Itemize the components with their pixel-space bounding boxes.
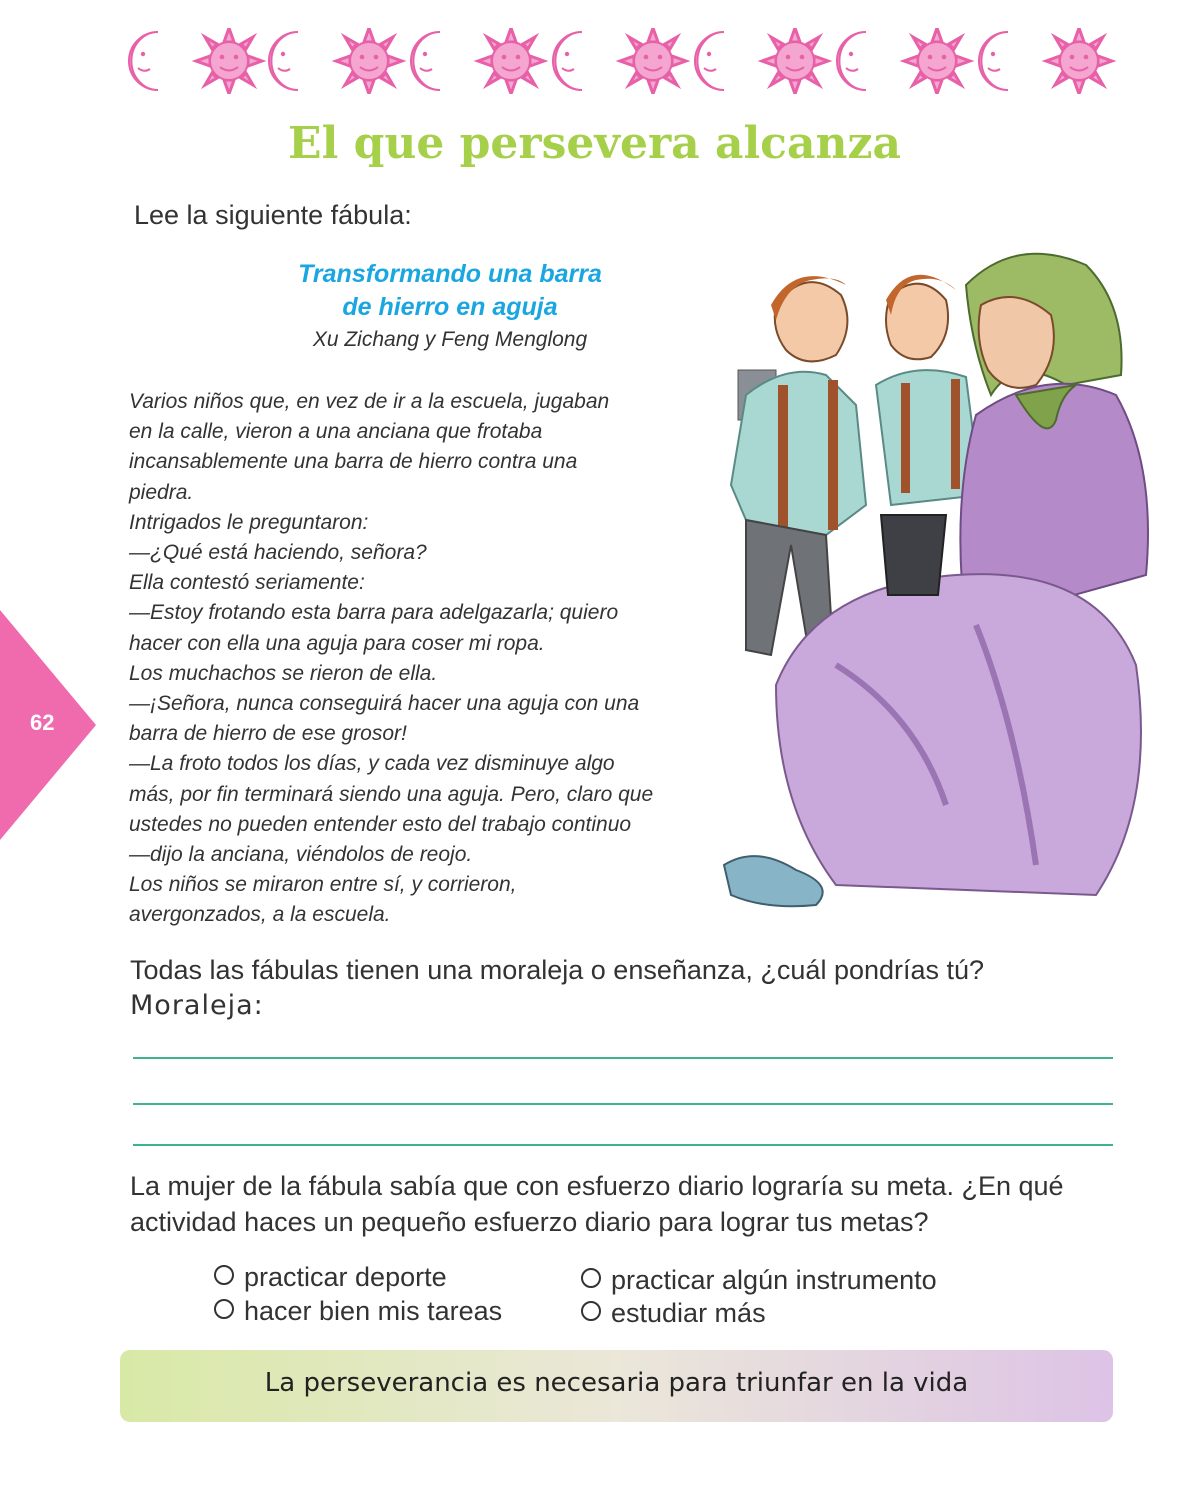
moon-icon [695, 32, 724, 90]
page-number: 62 [30, 710, 55, 735]
fable-line: más, por fin terminará siendo una aguja. Pero, claro que [129, 782, 654, 806]
fable-text [129, 387, 769, 931]
radio-circle-icon[interactable] [214, 1299, 234, 1319]
fable-line: —¿Qué está haciendo, señora? [129, 541, 427, 565]
moon-icon [979, 32, 1008, 90]
fable-line: en la calle, vieron a una anciana que frotaba [129, 420, 543, 444]
option-practicar-deporte[interactable] [214, 1262, 447, 1293]
option-label: practicar deporte [244, 1262, 447, 1292]
fable-line: hacer con ella una aguja para coser mi ropa. [129, 631, 545, 655]
radio-circle-icon[interactable] [581, 1268, 601, 1288]
option-estudiar-mas[interactable] [581, 1298, 766, 1329]
sun-icon [196, 28, 262, 94]
fable-title-line: de hierro en aguja [342, 293, 558, 321]
fable-line: —dijo la anciana, viéndolos de reojo. [129, 843, 473, 867]
sun-icon [620, 28, 686, 94]
radio-circle-icon[interactable] [581, 1301, 601, 1321]
moon-icon [411, 32, 440, 90]
fable-illustration [716, 245, 1156, 925]
page-title: El que persevera alcanza [288, 118, 901, 169]
radio-circle-icon[interactable] [214, 1265, 234, 1285]
moon-icon [837, 32, 866, 90]
question-activity-line: La mujer de la fábula sabía que con esfuerzo diario lograría su meta. ¿En qué [130, 1171, 1064, 1201]
fable-line: Ella contestó seriamente: [129, 571, 365, 595]
moon-icon [269, 32, 298, 90]
fable-line: ustedes no pueden entender esto del trabajo continuo [129, 812, 632, 836]
fable-author: Xu Zichang y Feng Menglong [312, 328, 588, 351]
sun-icon [904, 28, 970, 94]
pot-illustration [881, 515, 946, 595]
answer-line[interactable] [133, 1144, 1113, 1146]
fable-line: —Estoy frotando esta barra para adelgazarla; quiero [129, 601, 619, 625]
fable-line: —¡Señora, nunca conseguirá hacer una aguja con una [129, 692, 640, 716]
question-activity [130, 1168, 1064, 1240]
question-activity-line: actividad haces un pequeño esfuerzo diario para lograr tus metas? [130, 1207, 929, 1237]
option-hacer-tareas[interactable] [214, 1296, 502, 1327]
sun-icon [1046, 28, 1112, 94]
fable-line: Los muchachos se rieron de ella. [129, 661, 438, 685]
fable-line: —La froto todos los días, y cada vez disminuye algo [129, 752, 615, 776]
fable-line: Los niños se miraron entre sí, y corrieron, [129, 873, 517, 897]
moraleja-label: Moraleja: [130, 990, 264, 1021]
option-label: practicar algún instrumento [611, 1265, 937, 1295]
fable-line: Intrigados le preguntaron: [129, 510, 369, 534]
intro-text: Lee la siguiente fábula: [134, 200, 412, 230]
option-label: estudiar más [611, 1298, 766, 1328]
answer-line[interactable] [133, 1057, 1113, 1059]
question-moraleja: Todas las fábulas tienen una moraleja o enseñanza, ¿cuál pondrías tú? [130, 955, 985, 985]
fable-line: barra de hierro de ese grosor! [129, 722, 407, 746]
sun-icon [478, 28, 544, 94]
closing-banner [120, 1350, 1113, 1422]
decorative-border [128, 28, 1118, 94]
fable-line: avergonzados, a la escuela. [129, 903, 391, 927]
fable-line: incansablemente una barra de hierro contra una [129, 450, 578, 474]
sun-icon [762, 28, 828, 94]
fable-title [250, 258, 650, 324]
option-practicar-instrumento[interactable] [581, 1265, 937, 1296]
moon-icon [129, 32, 158, 90]
answer-line[interactable] [133, 1103, 1113, 1105]
sun-icon [336, 28, 402, 94]
fable-title-line: Transformando una barra [298, 260, 602, 288]
moon-icon [553, 32, 582, 90]
fable-line: piedra. [129, 480, 194, 504]
option-label: hacer bien mis tareas [244, 1296, 503, 1326]
fable-line: Varios niños que, en vez de ir a la escuela, jugaban [129, 390, 610, 413]
banner-text: La perseverancia es necesaria para triunfar en la vida [264, 1368, 969, 1398]
shoe-illustration [724, 856, 823, 906]
